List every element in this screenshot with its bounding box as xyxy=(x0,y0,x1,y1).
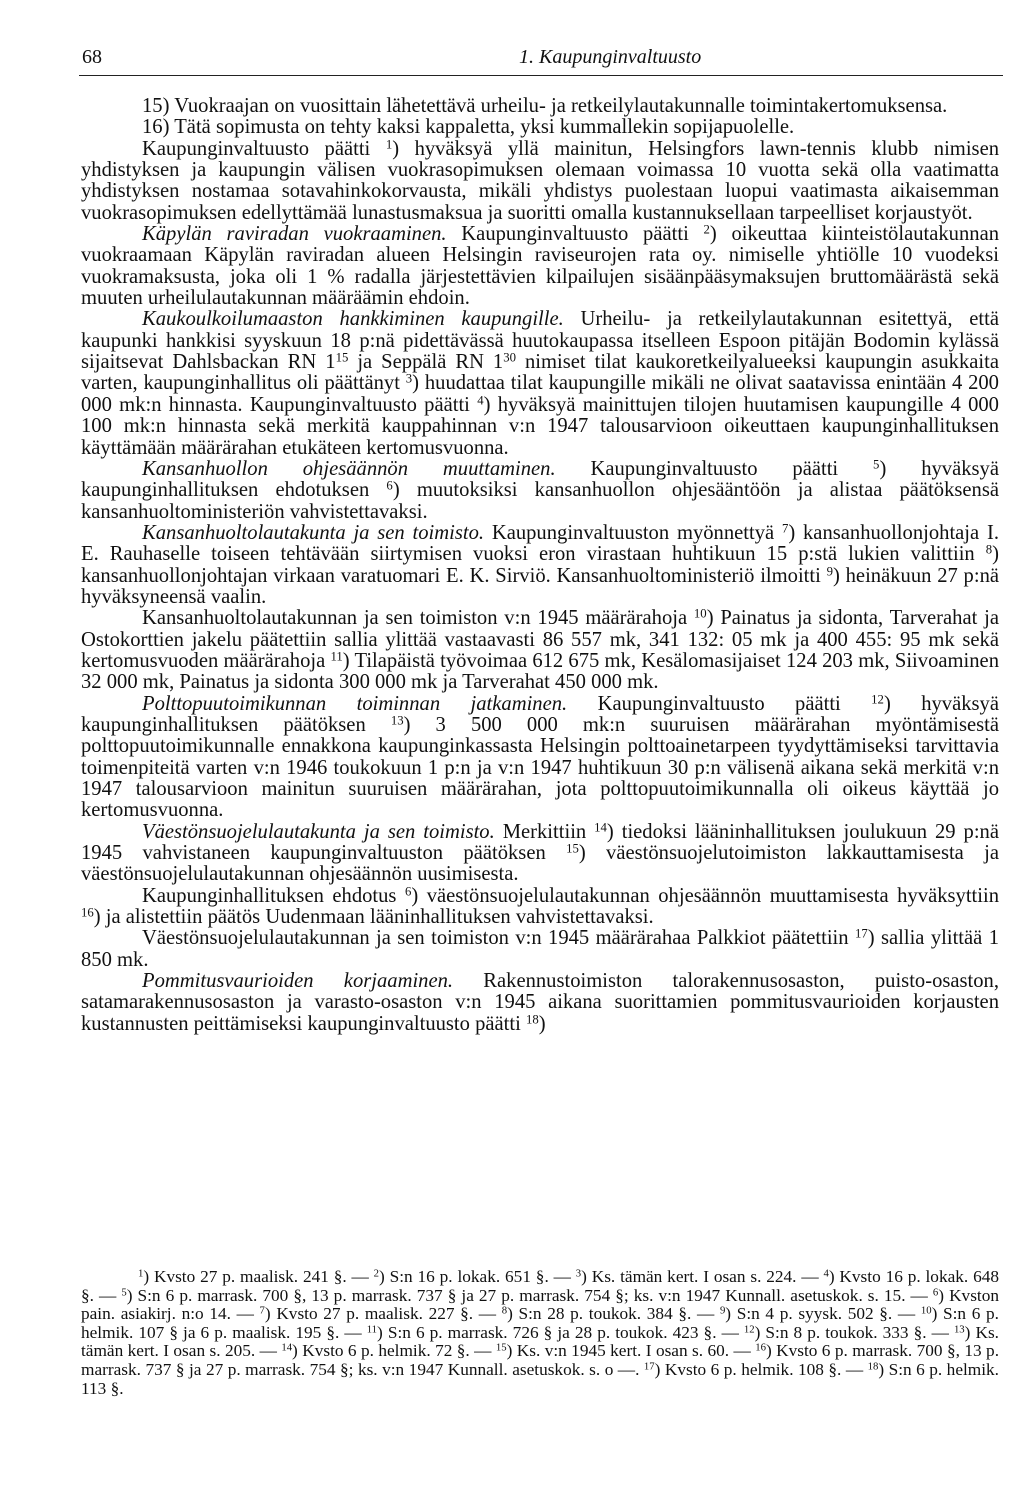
text-run: Kansanhuoltolautakunnan ja sen toimiston v:n 1945 määrärahoja xyxy=(142,607,694,630)
text-run: ) S:n 6 p. helmik. 113 §. xyxy=(81,1359,1000,1398)
note-reference: 3 xyxy=(575,1267,582,1280)
text-run: ) Kvsto 6 p. helmik. 72 §. — xyxy=(292,1341,496,1361)
note-reference: 15 xyxy=(335,350,349,365)
text-run: Kaupunginhallituksen ehdotus xyxy=(142,884,405,907)
note-reference: 9 xyxy=(719,1304,726,1317)
text-run: Urheilu- ja retkeilylautakunnan esitettyä, että kaupunki hankkisi syyskuun 18 p:nä pidettävässä huutokaupassa itselleen Espoon pitäjän Bodomin kylässä sijaitsevat Dahlsbackan RN 1 xyxy=(81,308,999,374)
running-title: 1. Kaupunginvaltuusto xyxy=(519,46,702,68)
footnote-block xyxy=(81,1268,999,1398)
text-run: ) hyväksyä yllä mainitun, Helsingfors lawn-tennis klubb nimisen yhdistyksen ja kaupungin välisen vuokrasopimuksen olemaan voimassa 10 vuotta sekä olla vaatimatta yhdistyksen nostamaa sotavahinkokorvausta, mikäli yhdistys puolestaan luopui vaatimasta aikaisemman vuokrasopimuksen edellyttämää lunastusmaksua ja suoritti omalla kustannuksellaan tarpeelliset korjaustyöt. xyxy=(81,137,1000,224)
text-run: ) S:n 6 p. marrask. 726 § ja 28 p. toukok. 423 §. — xyxy=(377,1322,744,1342)
text-run: ) kansanhuollonjohtaja I. E. Rauhaselle toiseen tehtävään siirtymisen vuoksi eron virastaan huhtikuun 15 p:stä lukien valittiin xyxy=(81,521,999,566)
note-reference: 12 xyxy=(871,692,884,707)
text-run: 16) Tätä sopimusta on tehty kaksi kappaletta, yksi kummallekin sopijapuolelle. xyxy=(142,116,795,139)
text-run: ) S:n 6 p. helmik. 107 § ja 6 p. maalisk. 195 §. — xyxy=(81,1304,999,1342)
section-heading: Väestönsuojelulautakunta ja sen toimisto. xyxy=(142,820,495,843)
text-run: Kaupunginvaltuusto päätti xyxy=(555,457,874,480)
paragraph xyxy=(81,694,999,822)
note-reference: 8 xyxy=(985,542,993,557)
text-run: ) xyxy=(538,1012,546,1035)
paragraph xyxy=(81,608,999,693)
text-run: ) väestönsuojelutoimiston lakkauttamisesta ja väestönsuojelulautakunnan ohjesäännön uusimisesta. xyxy=(81,842,1000,886)
footnotes xyxy=(81,1268,999,1398)
note-reference: 16 xyxy=(81,905,94,920)
paragraph xyxy=(81,928,999,971)
paragraph xyxy=(81,459,999,523)
text-run: 15) Vuokraajan on vuosittain lähetettävä urheilu- ja retkeilylautakunnalle toimintakertomuksensa. xyxy=(142,95,948,117)
text-run: Kaupunginvaltuusto päätti xyxy=(142,137,386,160)
note-reference: 4 xyxy=(823,1267,829,1280)
note-reference: 5 xyxy=(873,457,880,472)
text-run: ) hyväksyä mainittujen tilojen huutamisen kaupungille 4 000 100 mk:n hinnasta sekä merkitä kauppahinnan v:n 1947 talousarvioon oikeuttaen kaupunginhallituksen käyttämään määrärahan etukäteen kertomusvuonna. xyxy=(81,393,999,459)
text-run: ) hyväksyä kaupunginhallituksen ehdotuksen xyxy=(81,457,999,502)
text-run: Rakennustoimiston talorakennusosaston, puisto-osaston, satamarakennusosaston ja varasto-osaston v:n 1945 aikana suorittamien pommitusvaurioiden korjausten kustannusten peittämiseksi kaupunginvaltuusto päätti xyxy=(81,970,999,1035)
text-run: ) Kvsto 27 p. maalisk. 227 §. — xyxy=(264,1304,502,1324)
paragraph xyxy=(81,971,999,1035)
text-run: ) kansanhuollonjohtajan virkaan varatuomari E. K. Sirviö. Kansanhuoltoministeriö ilmoitti xyxy=(81,543,999,587)
page-header xyxy=(79,46,1003,74)
text-run: nimiset tilat kaukoretkeilyalueeksi kaupungin asukkaita varten, kaupunginhallitus oli päättänyt xyxy=(81,351,999,395)
note-reference: 2 xyxy=(703,222,710,237)
text-run: Kaupunginvaltuuston myönnettyä xyxy=(484,521,782,544)
text-run: ) muutoksiksi kansanhuollon ohjesääntöön ja alistaa päätöksensä kansanhuoltoministeriön vahvistettavaksi. xyxy=(81,479,1000,523)
text-run: ja Seppälä RN 1 xyxy=(348,351,504,374)
note-reference: 6 xyxy=(404,884,412,899)
text-run: ) S:n 4 p. syysk. 502 §. — xyxy=(725,1304,921,1324)
note-reference: 11 xyxy=(366,1323,378,1336)
note-reference: 16 xyxy=(755,1342,766,1355)
paragraph xyxy=(81,822,999,886)
text-run: ) S:n 8 p. toukok. 333 §. — xyxy=(754,1322,954,1342)
text-run: Kaupunginvaltuusto päätti xyxy=(567,692,872,715)
text-run: Merkittiin xyxy=(494,820,595,843)
header-rule xyxy=(79,75,1003,76)
note-reference: 14 xyxy=(594,820,607,835)
paragraph xyxy=(81,886,999,929)
text-run: ) Kvsto 27 p. maalisk. 241 §. — xyxy=(143,1267,374,1286)
note-reference: 18 xyxy=(526,1012,539,1027)
section-heading: Kaukoulkoilumaaston hankkiminen kaupungille. xyxy=(142,308,564,331)
section-heading: Pommitusvaurioiden korjaaminen. xyxy=(142,970,454,993)
text-run: ) S:n 28 p. toukok. 384 §. — xyxy=(507,1304,720,1324)
text-run: ) huudattaa tilat kaupungille mikäli ne olivat saatavissa enintään 4 200 000 mk:n hinnasta. Kaupunginvaltuusto päätti xyxy=(81,372,999,416)
text-run: ) väestönsuojelulautakunnan ohjesäännön muuttamisesta hyväksyttiin xyxy=(411,884,999,907)
text-run: ) Painatus ja sidonta, Tarverahat ja Ostokorttien jakelu päätettiin sallia ylittää vastaavasti 86 557 mk, 341 132: 05 mk ja 400 455: 95 mk sekä kertomusvuoden määrärahoja xyxy=(81,607,999,672)
text-run: ) Kvsto 6 p. marrask. 700 §, 13 p. marrask. 737 § ja 27 p. marrask. 754 §; ks. v:n 1947 Kunnall. asetuskok. s. o —. xyxy=(81,1341,1000,1379)
note-reference: 14 xyxy=(281,1342,293,1355)
text-run: ) oikeuttaa kiinteistölautakunnan vuokraamaan Käpylän raviradan alueen Helsingin raviseurojen rata oy. nimiselle yhtiölle 10 vuodeksi vuokramaksusta, joka oli 1 % radalla järjestettävien kilpailujen sisäänpääsymaksujen bruttomäärästä sekä muuten urheilulautakunnan määräämin ehdoin. xyxy=(81,223,1000,310)
note-reference: 18 xyxy=(867,1360,879,1373)
text-run: ) hyväksyä kaupunginhallituksen päätöksen xyxy=(81,692,999,736)
note-reference: 6 xyxy=(386,478,393,493)
note-reference: 4 xyxy=(477,393,484,408)
paragraph xyxy=(81,139,999,224)
note-reference: 9 xyxy=(826,564,834,579)
text-run: ) Kvsto 6 p. helmik. 108 §. — xyxy=(654,1359,868,1379)
note-reference: 12 xyxy=(743,1323,755,1336)
note-reference: 2 xyxy=(373,1267,380,1280)
text-run: ) sallia ylittää 1 850 mk. xyxy=(81,927,999,971)
page-number: 68 xyxy=(82,46,102,68)
note-reference: 11 xyxy=(330,649,343,664)
note-reference: 10 xyxy=(693,606,707,621)
note-reference: 7 xyxy=(781,521,789,536)
note-reference: 30 xyxy=(503,350,516,365)
note-reference: 10 xyxy=(920,1304,932,1317)
text-run: ) heinäkuun 27 p:nä hyväksyneensä vaalin. xyxy=(81,564,1000,608)
note-reference: 6 xyxy=(932,1286,939,1299)
text-run: ) S:n 6 p. marrask. 700 §, 13 p. marrask. 737 § ja 27 p. marrask. 754 §; ks. v:n 1947 Kunnall. asetuskok. s. 15. — xyxy=(126,1285,933,1305)
text-run: ) Ks. tämän kert. I osan s. 224. — xyxy=(581,1267,824,1286)
note-reference: 8 xyxy=(501,1304,508,1317)
section-heading: Polttopuutoimikunnan toiminnan jatkaminen. xyxy=(142,692,568,715)
paragraph xyxy=(81,523,999,608)
paragraph xyxy=(81,96,999,117)
note-reference: 17 xyxy=(643,1360,655,1373)
section-heading: Käpylän raviradan vuokraaminen. xyxy=(142,223,447,246)
paragraph xyxy=(81,224,999,309)
text-run: ) tiedoksi lääninhallituksen joulukuun 29 p:nä 1945 vahvistaneen kaupunginvaltuuston päätöksen xyxy=(81,820,999,865)
note-reference: 1 xyxy=(385,137,393,152)
note-reference: 5 xyxy=(121,1286,127,1299)
text-run: ) Kvston pain. asiakirj. n:o 14. — xyxy=(81,1285,1000,1324)
note-reference: 3 xyxy=(405,372,413,387)
paragraph xyxy=(81,117,999,138)
text-run: ) Ks. v:n 1945 kert. I osan s. 60. — xyxy=(506,1341,756,1361)
text-run: ) S:n 16 p. lokak. 651 §. — xyxy=(379,1267,576,1286)
text-run: Väestönsuojelulautakunnan ja sen toimiston v:n 1945 määrärahaa Palkkiot päätettiin xyxy=(142,927,855,950)
text-run: ) ja alistettiin päätös Uudenmaan lääninhallituksen vahvistettavaksi. xyxy=(93,906,654,929)
note-reference: 13 xyxy=(953,1323,965,1336)
section-heading: Kansanhuollon ohjesäännön muuttaminen. xyxy=(142,457,556,480)
section-heading: Kansanhuoltolautakunta ja sen toimisto. xyxy=(142,521,485,544)
note-reference: 15 xyxy=(495,1342,507,1355)
note-reference: 13 xyxy=(390,713,404,728)
text-run: ) Kvsto 16 p. lokak. 648 §. — xyxy=(81,1267,999,1305)
text-run: ) 3 500 000 mk:n suuruisen määrärahan myöntämisestä polttopuutoimikunnalle ennakkona kaupunginkassasta Helsingin polttoainetarpeen tyydyttämiseksi tarvittavia toimenpiteitä varten v:n 1946 toukokuun 1 p:n ja v:n 1947 huhtikuun 30 p:n välisenä aikana sekä merkitä v:n 1947 talousarvioon mainitun suuruisen määrärahan, jota polttopuutoimikunnalla oli oikeus käyttää jo kertomusvuonna. xyxy=(81,713,1000,822)
note-reference: 17 xyxy=(854,927,868,942)
note-reference: 1 xyxy=(138,1267,144,1280)
text-run: ) Tilapäistä työvoimaa 612 675 mk, Kesälomasijaiset 124 203 mk, Siivoaminen 32 000 mk, Painatus ja sidonta 300 000 mk ja Tarverahat 450 000 mk. xyxy=(81,649,999,694)
note-reference: 7 xyxy=(259,1304,265,1317)
paragraph xyxy=(81,309,999,458)
text-run: ) Ks. tämän kert. I osan s. 205. — xyxy=(81,1322,999,1361)
note-reference: 15 xyxy=(566,841,579,856)
text-run: Kaupunginvaltuusto päätti xyxy=(446,223,704,246)
body-text xyxy=(81,96,999,1035)
